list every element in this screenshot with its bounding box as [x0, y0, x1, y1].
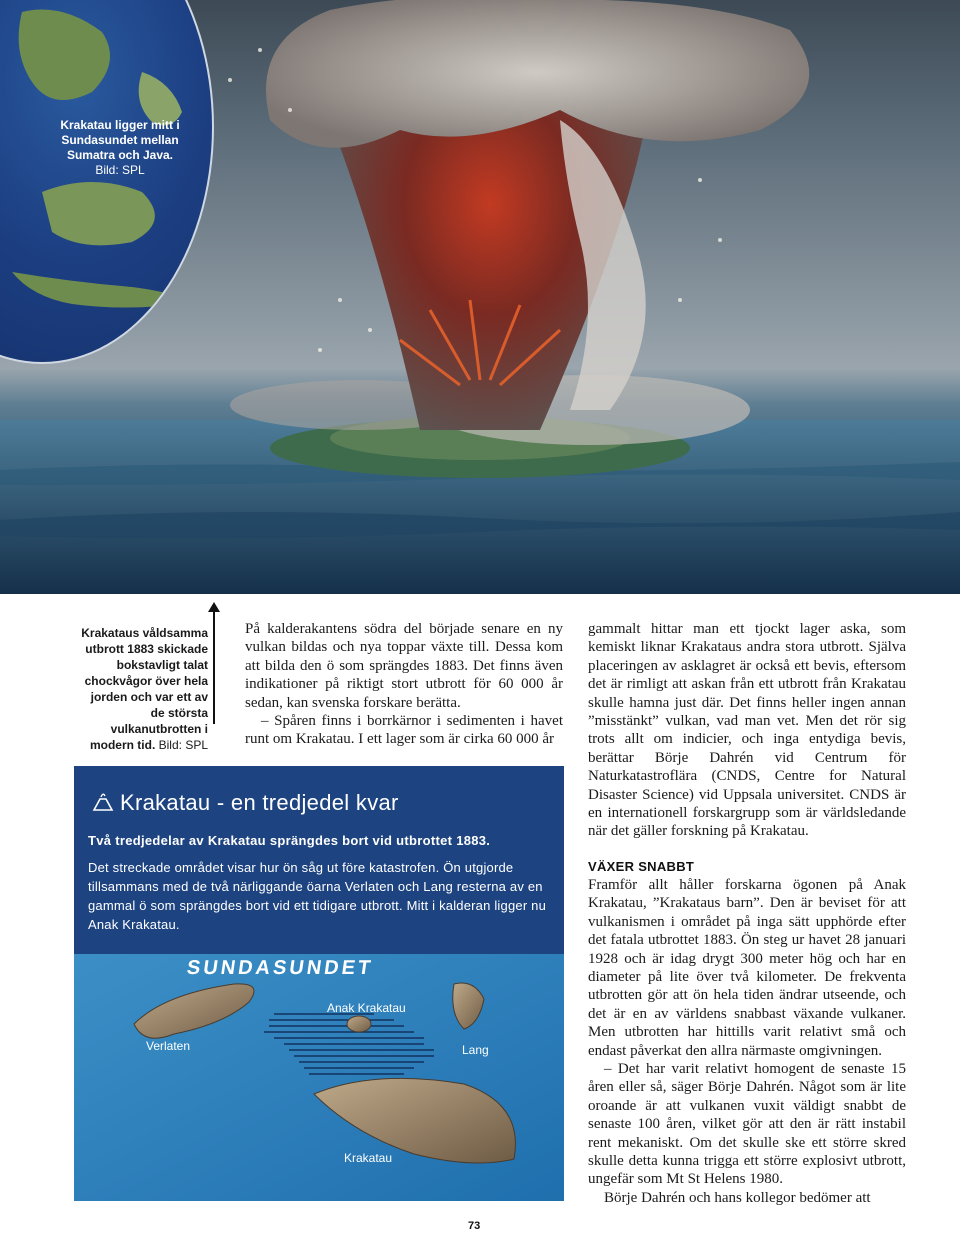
krakatau-label: Krakatau — [344, 1151, 393, 1165]
map-caption — [55, 118, 185, 178]
info-box — [74, 766, 564, 1201]
article-column-middle — [245, 620, 563, 749]
verlaten-label: Verlaten — [146, 1039, 191, 1053]
info-box-lead: Två tredjedelar av Krakatau sprängdes bort vid utbrottet 1883. — [88, 833, 491, 848]
info-box-body: Det streckade området visar hur ön såg ut före katastrofen. Ön utgjorde tillsammans med de två närliggande öarna Verlaten och Lang resterna av en gammal ö som sprängdes bort vid ett tidigare utbrott. Mitt i kalderan ligger nu Anak Krakatau. — [88, 860, 547, 932]
paragraph: – Spåren finns i borrkärnor i sedimenten i havet runt om Krakatau. I ett lager som är cirka 60 000 år — [245, 713, 563, 748]
section-heading: VÄXER SNABBT — [588, 858, 695, 874]
article-column-right — [588, 620, 906, 1207]
anak-krakatau-island — [347, 1016, 371, 1032]
map-caption-text: Krakatau ligger mitt i Sundasundet mellan Sumatra och Java. — [60, 118, 180, 162]
paragraph: På kalderakantens södra del började senare en ny vulkan bildas och nya toppar växte till. Dessa kom att bilda den ö som sprängdes 1883. Det finns även indikationer på riktigt stort utbrott för 60 000 år sedan, kan svenska forskare berätta. — [245, 621, 563, 711]
paragraph: – Det har varit relativt homogent de senaste 15 åren eller så, säger Börje Dahrén. Något som är lite oroande är att vulkanen vuxit väldigt snabbt de senaste 100 åren, vilket gör att den är rätt instabil rent mekaniskt. Om det skulle ske ett större skred skulle detta kunna trigga ett större explosivt utbrott, ungefär som Mt St Helens 1980. — [588, 1060, 906, 1188]
paragraph: Framför allt håller forskarna ögonen på Anak Krakatau, ”Krakataus barn”. Den är beviset för att vulkanismen i området på inga sätt upphörde efter det fatala utbrottet 1883. Ön steg ur havet 28 januari 1928 och är idag drygt 300 meter hög och har en diameter på lite över två kilometer. De frekventa utbrotten gör att ön hela tiden ändrar utseende, och det är en av världens snabbast växande vulkaner. Men utbrotten har hittills varit relativt små och endast påverkat den allra närmaste omgivningen. — [588, 876, 906, 1059]
anak-krakatau-label: Anak Krakatau — [327, 1001, 406, 1015]
lang-label: Lang — [462, 1043, 489, 1057]
paragraph: Börje Dahrén och hans kollegor bedömer att — [604, 1189, 871, 1206]
krakatau-island-map — [74, 954, 564, 1201]
map-credit: Bild: SPL — [95, 163, 145, 177]
info-box-title: Krakatau - en tredjedel kvar — [120, 790, 399, 815]
sunda-strait-map — [0, 0, 214, 364]
paragraph: gammalt hittar man ett tjockt lager aska, som kemiskt liknar Krakataus andra stora utbrott. Själva placeringen av asklagret är också ett bevis, eftersom det är rimligt att askan från ett utbrott från Krakatau skulle hamna just där. Det finns heller ingen annan ”misstänkt” vulkan, vad man vet. Men det rör sig trots allt om indicier, och inga entydiga bevis, berättar Börje Dahrén vid Centrum för Naturkatastroflära (CNDS, Centre for Natural Disaster Science) vid Uppsala universitet. CNDS är en internationell forskargrupp som är världsledande när det gäller forskning på Krakatau. — [588, 621, 906, 840]
image-caption-text: Krakataus våldsamma utbrott 1883 skickade bokstavligt talat chockvågor över hela jorden och var ett av de största vulkanutbrotten i modern tid. — [81, 626, 208, 752]
page-number: 73 — [468, 1220, 481, 1232]
strait-label: SUNDASUNDET — [185, 957, 375, 979]
map-landmasses — [0, 0, 212, 362]
caption-arrow-line — [213, 606, 215, 724]
volcano-eruption-illustration — [0, 0, 960, 594]
volcano-icon — [92, 790, 114, 812]
image-caption — [80, 625, 208, 753]
image-credit: Bild: SPL — [158, 738, 208, 752]
